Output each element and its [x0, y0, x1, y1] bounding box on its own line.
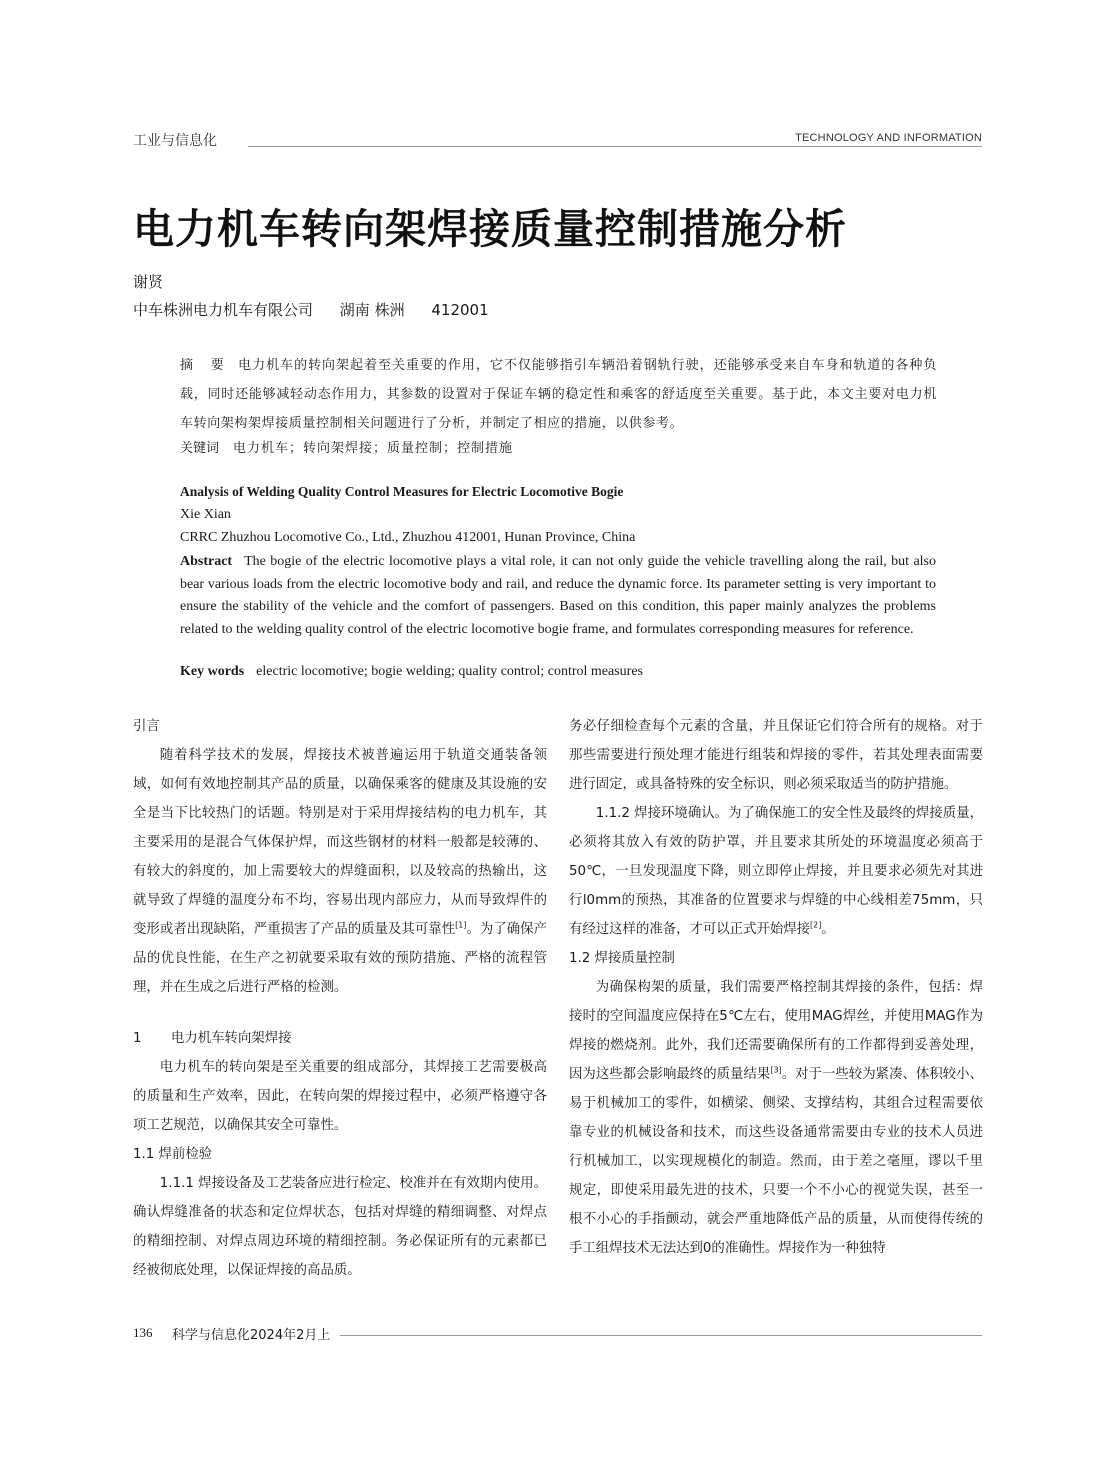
paragraph-1-1-1: 1.1.1 焊接设备及工艺装备应进行检定、校准并在有效期内使用。确认焊缝准备的状态和定位焊状态，包括对焊缝的精细调整、对焊点的精细控制、对焊点周边环境的精细控制。务必保证所有的元素都已经被彻底处理，以保证焊接的高品质。 [133, 1176, 547, 1278]
subsection-1-1-heading: 1.1 焊前检验 [133, 1147, 213, 1162]
intro-paragraph: 随着科学技术的发展，焊接技术被普遍运用于轨道交通装备领域，如何有效地控制其产品的质量，以确保乘客的健康及其设施的安全是当下比较热门的话题。特别是对于采用焊接结构的电力机车，其主要采用的是混合气体保护焊，而这些钢材的材料一般都是较薄的、有较大的斜度的，加上需要较大的焊缝面积，以及较高的热输出，这就导致了焊缝的温度分布不均，容易出现内部应力，从而导致焊件的变形或者出现缺陷，严重损害了产品的质量及其可靠性[1]。为了确保产品的优良性能，在生产之初就要采取有效的预防措施、严格的流程管理，并在生成之后进行严格的检测。 [133, 748, 547, 995]
author-affiliation [133, 299, 511, 320]
english-affiliation: CRRC Zhuzhou Locomotive Co., Ltd., Zhuzhou 412001, Hunan Province, China [180, 530, 636, 545]
english-keywords-label: Key words [180, 664, 245, 679]
affiliation-location: 湖南 株洲 [339, 301, 405, 319]
running-header-english: TECHNOLOGY AND INFORMATION [795, 132, 982, 144]
paragraph-1-1-2: 1.1.2 焊接环境确认。为了确保施工的安全性及最终的焊接质量，必须将其放入有效的防护罩，并且要求其所处的环境温度必须高于50℃，一旦发现温度下降，则立即停止焊接，并且要求必须先对其进行l0mm的预热，其准备的位置要求与焊缝的中心线相差75mm，只有经过这样的准备，才可以正式开始焊接[2]。 [569, 806, 983, 937]
paragraph-1-2: 为确保构架的质量，我们需要严格控制其焊接的条件，包括：焊接时的空间温度应保持在5℃左右，使用MAG焊丝，并使用MAG作为焊接的燃烧剂。此外，我们还需要确保所有的工作都得到妥善处理，因为这些都会影响最终的质量结果[3]。对于一些较为紧凑、体积较小、易于机械加工的零件，如横梁、侧梁、支撑结构，其组合过程需要依靠专业的机械设备和技术，而这些设备通常需要由专业的技术人员进行机械加工，以实现规模化的制造。然而，由于差之毫厘，谬以千里规定，即使采用最先进的技术，只要一个不小心的视觉失误，甚至一根不小心的手指颤动，就会严重地降低产品的质量，从而使得传统的手工组焊技术无法达到0的准确性。焊接作为一种独特 [569, 980, 983, 1256]
english-abstract [180, 551, 936, 641]
keywords-chinese [180, 437, 513, 456]
subsection-1-2-heading: 1.2 焊接质量控制 [569, 951, 675, 966]
english-abstract-text: The bogie of the electric locomotive plays a vital role, it can not only guide the vehicle travelling along the rail, but also bear various loads from the electric locomotive body and rail, and reduce the dynamic force. Its parameter setting is very important to ensure the stability of the vehicle and the comfort of passengers. Based on this condition, this paper mainly analyzes the problems related to the welding quality control of the electric locomotive bogie frame, and formulates corresponding measures for reference. [180, 554, 936, 637]
footer-rule [340, 1335, 982, 1336]
running-header-journal: 工业与信息化 [133, 133, 217, 149]
english-abstract-label: Abstract [180, 554, 233, 569]
english-keywords [180, 664, 643, 680]
section-1-paragraph: 电力机车的转向架是至关重要的组成部分，其焊接工艺需要极高的质量和生产效率，因此，在转向架的焊接过程中，必须严格遵守各项工艺规范，以确保其安全可靠性。 [133, 1060, 547, 1133]
page-number: 136 [133, 1325, 153, 1340]
keywords-label: 关键词 [180, 441, 220, 456]
section-1-number: 1 [133, 1031, 142, 1046]
header-rule [248, 146, 982, 147]
affiliation-org: 中车株洲电力机车有限公司 [133, 301, 314, 319]
english-title: Analysis of Welding Quality Control Measures for Electric Locomotive Bogie [180, 484, 624, 499]
keywords-text: 电力机车；转向架焊接；质量控制；控制措施 [233, 441, 514, 456]
citation-3: [3] [770, 1065, 782, 1075]
section-1-title: 电力机车转向架焊接 [171, 1031, 292, 1046]
english-author: Xie Xian [180, 507, 231, 522]
body-column-left [133, 712, 547, 1285]
citation-2: [2] [810, 920, 822, 930]
section-1-heading [133, 1024, 547, 1053]
citation-1: [1] [455, 920, 467, 930]
abstract-text: 电力机车的转向架起着至关重要的作用，它不仅能够指引车辆沿着钢轨行驶，还能够承受来自车身和轨道的各种负载，同时还能够减轻动态作用力，其参数的设置对于保证车辆的稳定性和乘客的舒适度至关重要。基于此，本文主要对电力机车转向架构架焊接质量控制相关问题进行了分析，并制定了相应的措施，以供参考。 [180, 358, 937, 431]
footer-journal: 科学与信息化2024年2月上 [172, 1328, 331, 1343]
affiliation-postcode: 412001 [431, 301, 489, 319]
intro-heading: 引言 [133, 719, 160, 734]
continued-paragraph: 务必仔细检查每个元素的含量，并且保证它们符合所有的规格。对于那些需要进行预处理才能进行组装和焊接的零件，若其处理表面需要进行固定，或具备特殊的安全标识，则必须采取适当的防护措施。 [569, 719, 983, 792]
abstract-label: 摘 要 [180, 358, 227, 373]
paper-title: 电力机车转向架焊接质量控制措施分析 [133, 205, 847, 253]
abstract-chinese [180, 351, 937, 438]
author-name: 谢贤 [133, 273, 164, 291]
english-keywords-text: electric locomotive; bogie welding; quality control; control measures [256, 664, 644, 679]
body-column-right [569, 712, 983, 1263]
